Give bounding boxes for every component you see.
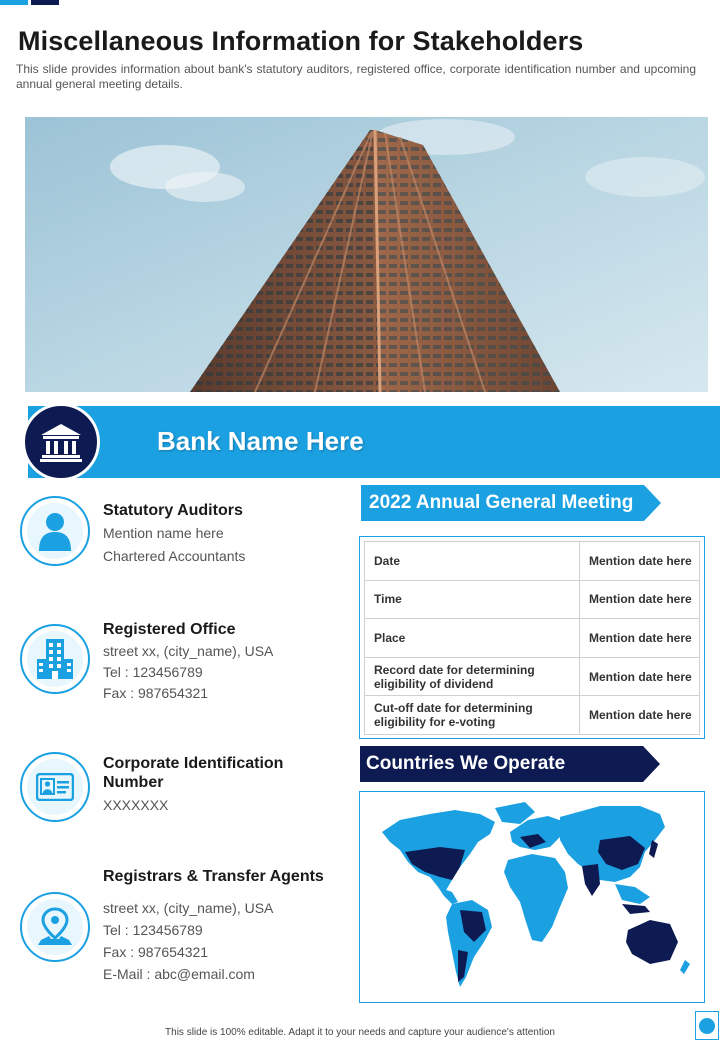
agm-label: Date — [365, 542, 580, 581]
top-accent-bar-dark — [31, 0, 59, 5]
map-new-zealand — [680, 960, 690, 974]
registrars-line-4: E-Mail : abc@email.com — [103, 966, 255, 982]
bank-icon — [39, 422, 83, 462]
footer-slide-icon — [695, 1011, 719, 1040]
registrars-icon-circle — [20, 892, 90, 962]
agm-heading: 2022 Annual General Meeting — [369, 492, 634, 513]
table-row — [365, 542, 700, 581]
bank-name: Bank Name Here — [157, 426, 364, 456]
auditors-line-1: Mention name here — [103, 525, 224, 541]
registrars-line-2: Tel : 123456789 — [103, 922, 203, 938]
table-row — [365, 657, 700, 696]
agm-label: Place — [365, 619, 580, 658]
office-line-2: Tel : 123456789 — [103, 664, 203, 680]
table-row — [365, 619, 700, 658]
hero-building-image — [25, 117, 708, 392]
office-line-1: street xx, (city_name), USA — [103, 643, 274, 659]
world-map — [360, 792, 704, 1002]
auditors-line-2: Chartered Accountants — [103, 548, 246, 564]
agm-value: Mention date here — [580, 619, 700, 658]
office-building-icon — [35, 637, 75, 681]
bank-logo-circle — [22, 403, 100, 481]
agm-value: Mention date here — [580, 542, 700, 581]
page-title: Miscellaneous Information for Stakeholders — [18, 26, 584, 56]
cin-value: XXXXXXX — [103, 797, 169, 813]
map-australia — [626, 920, 678, 964]
agm-table — [364, 541, 700, 735]
agm-heading-banner — [361, 485, 661, 521]
agm-value: Mention date here — [580, 580, 700, 619]
agm-value: Mention date here — [580, 696, 700, 735]
registrars-title: Registrars & Transfer Agents — [103, 868, 324, 885]
agm-label: Time — [365, 580, 580, 619]
auditors-title: Statutory Auditors — [103, 502, 243, 519]
cin-icon-circle — [20, 752, 90, 822]
registrars-line-1: street xx, (city_name), USA — [103, 900, 274, 916]
person-icon — [37, 511, 73, 551]
world-map-box — [359, 791, 705, 1003]
table-row — [365, 696, 700, 735]
auditor-icon-circle — [20, 496, 90, 566]
map-indonesia — [622, 904, 650, 914]
table-row — [365, 580, 700, 619]
office-title: Registered Office — [103, 621, 236, 638]
location-pin-icon — [37, 907, 73, 947]
cin-title-line-1: Corporate Identification — [103, 755, 284, 772]
id-card-icon — [36, 773, 74, 801]
countries-heading-banner — [360, 746, 660, 782]
cin-title-line-2: Number — [103, 774, 164, 791]
agm-table-box — [359, 536, 705, 739]
office-line-3: Fax : 987654321 — [103, 685, 209, 701]
agm-label: Cut-off date for determining eligibility for e-voting — [365, 696, 580, 735]
agm-value: Mention date here — [580, 657, 700, 696]
map-central-america — [438, 887, 458, 904]
map-india — [582, 864, 600, 896]
agm-label: Record date for determining eligibility of dividend — [365, 657, 580, 696]
map-southeast-asia — [615, 884, 650, 904]
bank-name-band — [28, 406, 720, 478]
footer-note: This slide is 100% editable. Adapt it to your needs and capture your audience's attention — [165, 1027, 555, 1038]
map-usa — [405, 847, 465, 880]
top-accent-bar — [0, 0, 28, 5]
countries-heading: Countries We Operate — [366, 753, 566, 774]
office-icon-circle — [20, 624, 90, 694]
registrars-line-3: Fax : 987654321 — [103, 944, 209, 960]
map-africa — [504, 854, 568, 942]
page-subtitle: This slide provides information about bank's statutory auditors, registered office, corporate identification number and upcoming annual general meeting details. — [16, 62, 696, 91]
circle-icon — [699, 1018, 715, 1034]
